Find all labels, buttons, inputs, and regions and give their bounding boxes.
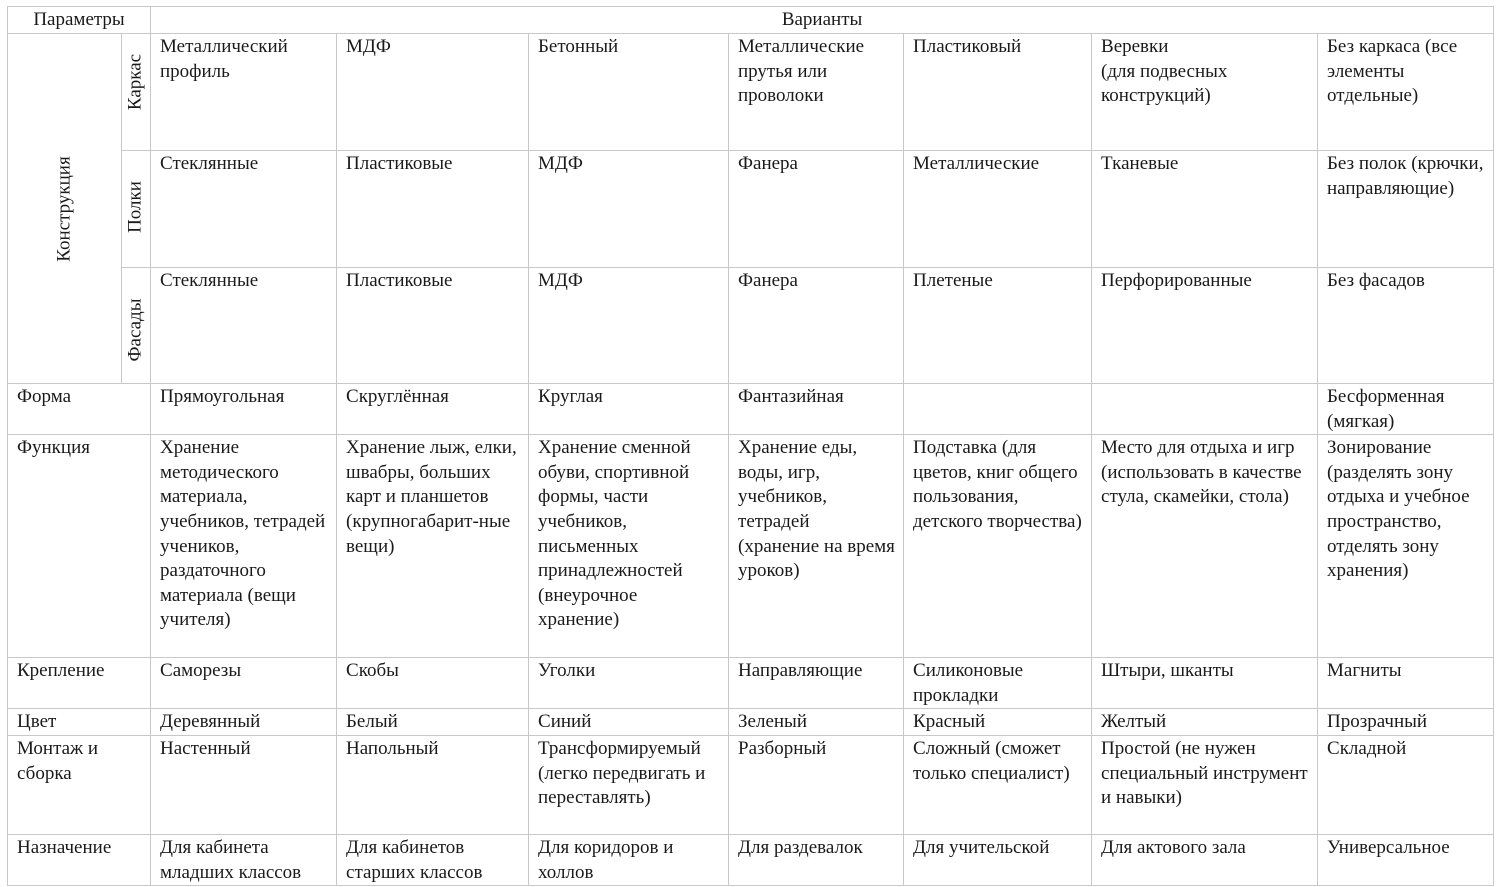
polki-label-cell <box>122 151 151 268</box>
cell: Пластиковые <box>337 151 529 268</box>
cell: Металлический профиль <box>151 34 337 151</box>
row-label: Назначение <box>8 834 151 885</box>
row-montazh <box>8 735 1494 834</box>
cell: Саморезы <box>151 658 337 709</box>
cell: МДФ <box>529 268 729 384</box>
cell: Для кабинета младших классов <box>151 834 337 885</box>
row-label: Монтаж и сборка <box>8 735 151 834</box>
cell: Для коридоров и холлов <box>529 834 729 885</box>
cell: Синий <box>529 709 729 736</box>
cell: Круглая <box>529 384 729 435</box>
karkas-label: Каркас <box>124 53 146 111</box>
header-params: Параметры <box>8 7 151 34</box>
cell: Веревки (для подвесных конструкций) <box>1092 34 1318 151</box>
cell: Складной <box>1318 735 1494 834</box>
cell: Без каркаса (все элементы отдельные) <box>1318 34 1494 151</box>
cell: Тканевые <box>1092 151 1318 268</box>
cell: Зонирование (разделять зону отдыха и учебное пространство, отделять зону хранения) <box>1318 435 1494 658</box>
cell: Стеклянные <box>151 151 337 268</box>
cell: Штыри, шканты <box>1092 658 1318 709</box>
cell: Фанера <box>729 151 904 268</box>
row-cvet <box>8 709 1494 736</box>
cell: Без полок (крючки, направляющие) <box>1318 151 1494 268</box>
cell: Магниты <box>1318 658 1494 709</box>
construction-label: Конструкция <box>53 155 75 262</box>
row-polki <box>8 151 1494 268</box>
cell: Силиконовые прокладки <box>904 658 1092 709</box>
cell: Зеленый <box>729 709 904 736</box>
row-karkas <box>8 34 1494 151</box>
cell: Стеклянные <box>151 268 337 384</box>
cell: Хранение еды, воды, игр, учебников, тетрадей (хранение на время уроков) <box>729 435 904 658</box>
cell: Скруглённая <box>337 384 529 435</box>
morphological-table <box>7 6 1494 886</box>
cell: Настенный <box>151 735 337 834</box>
cell: Для раздевалок <box>729 834 904 885</box>
construction-label-cell <box>8 34 122 384</box>
fasady-label-cell <box>122 268 151 384</box>
cell: Разборный <box>729 735 904 834</box>
cell: МДФ <box>529 151 729 268</box>
cell: Напольный <box>337 735 529 834</box>
row-funkciya <box>8 435 1494 658</box>
cell: Фанера <box>729 268 904 384</box>
cell: Простой (не нужен специальный инструмент и навыки) <box>1092 735 1318 834</box>
cell: Уголки <box>529 658 729 709</box>
cell: Деревянный <box>151 709 337 736</box>
row-naznachenie <box>8 834 1494 885</box>
cell: Место для отдыха и игр (использовать в качестве стула, скамейки, стола) <box>1092 435 1318 658</box>
cell: Трансформируемый (легко передвигать и переставлять) <box>529 735 729 834</box>
cell: Для актового зала <box>1092 834 1318 885</box>
cell: Перфорированные <box>1092 268 1318 384</box>
cell: Скобы <box>337 658 529 709</box>
cell: Направляющие <box>729 658 904 709</box>
cell: Универсальное <box>1318 834 1494 885</box>
header-variants: Варианты <box>151 7 1494 34</box>
cell: Белый <box>337 709 529 736</box>
cell <box>904 384 1092 435</box>
cell: Подставка (для цветов, книг общего пользования, детского творчества) <box>904 435 1092 658</box>
row-label: Форма <box>8 384 151 435</box>
cell: Пластиковый <box>904 34 1092 151</box>
polki-label: Полки <box>124 181 146 233</box>
cell: Хранение методического материала, учебников, тетрадей учеников, раздаточного материала (вещи учителя) <box>151 435 337 658</box>
cell: МДФ <box>337 34 529 151</box>
row-kreplenie <box>8 658 1494 709</box>
cell <box>1092 384 1318 435</box>
cell: Хранение лыж, елки, швабры, больших карт и планшетов (крупногабарит-ные вещи) <box>337 435 529 658</box>
cell: Без фасадов <box>1318 268 1494 384</box>
row-forma <box>8 384 1494 435</box>
cell: Хранение сменной обуви, спортивной формы, части учебников, письменных принадлежностей (внеурочное хранение) <box>529 435 729 658</box>
cell: Прозрачный <box>1318 709 1494 736</box>
cell: Металлические <box>904 151 1092 268</box>
row-label: Функция <box>8 435 151 658</box>
cell: Бесформенная (мягкая) <box>1318 384 1494 435</box>
cell: Фантазийная <box>729 384 904 435</box>
karkas-label-cell <box>122 34 151 151</box>
cell: Пластиковые <box>337 268 529 384</box>
cell: Красный <box>904 709 1092 736</box>
cell: Прямоугольная <box>151 384 337 435</box>
row-label: Цвет <box>8 709 151 736</box>
cell: Металлические прутья или проволоки <box>729 34 904 151</box>
cell: Сложный (сможет только специалист) <box>904 735 1092 834</box>
cell: Для учительской <box>904 834 1092 885</box>
row-label: Крепление <box>8 658 151 709</box>
cell: Бетонный <box>529 34 729 151</box>
cell: Для кабинетов старших классов <box>337 834 529 885</box>
cell: Плетеные <box>904 268 1092 384</box>
fasady-label: Фасады <box>124 298 146 362</box>
cell: Желтый <box>1092 709 1318 736</box>
row-fasady <box>8 268 1494 384</box>
